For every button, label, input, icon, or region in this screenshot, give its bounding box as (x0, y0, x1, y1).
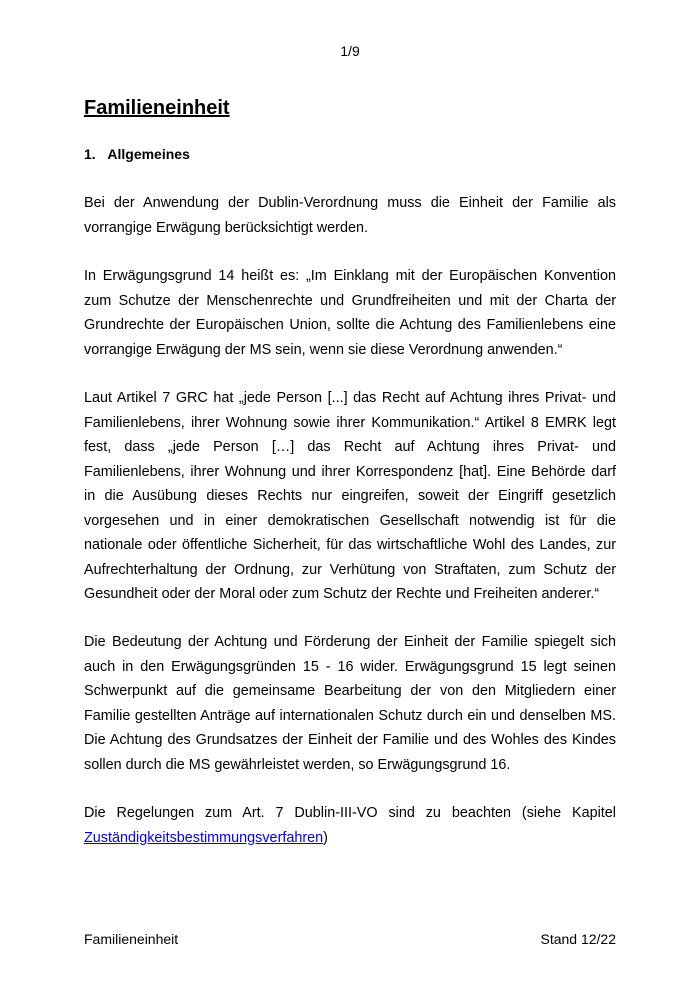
document-title: Familieneinheit (84, 97, 230, 119)
section-number: 1. (84, 146, 96, 162)
section-heading (84, 146, 190, 162)
page-number: 1/9 (340, 43, 360, 59)
paragraph-4: Die Bedeutung der Achtung und Förderung der Einheit der Familie spiegelt sich auch in den Erwägungsgründen 15 - 16 wider. Erwägungsgrund 15 legt seinen Schwerpunkt auf die gemeinsame Bearbeitung der von den Mitgliedern einer Familie gestellten Anträge auf internationalen Schutz durch ein und denselben MS. Die Achtung des Grundsatzes der Einheit der Familie und des Wohles des Kindes sollen durch die MS gewährleistet werden, so Erwägungsgrund 16. (84, 634, 616, 773)
paragraph-3: Laut Artikel 7 GRC hat „jede Person [...] das Recht auf Achtung ihres Privat- und Familienlebens, ihrer Wohnung sowie ihrer Kommunikation.“ Artikel 8 EMRK legt fest, dass „jede Person […] das Recht auf Achtung ihres Privat- und Familienlebens, ihrer Wohnung und ihrer Korrespondenz [hat]. Eine Behörde darf in die Ausübung dieses Rechts nur eingreifen, soweit der Eingriff gesetzlich vorgesehen und in einer demokratischen Gesellschaft notwendig ist für die nationale oder öffentliche Sicherheit, für das wirtschaftliche Wohl des Landes, zur Aufrechterhaltung der Ordnung, zur Verhütung von Straftaten, zum Schutz der Gesundheit oder der Moral oder zum Schutz der Rechte und Freiheiten anderer.“ (84, 390, 616, 602)
paragraph-1: Bei der Anwendung der Dublin-Verordnung muss die Einheit der Familie als vorrangige Erwägung berücksichtigt werden. (84, 195, 616, 236)
paragraph-5 (84, 801, 616, 850)
paragraph-5-suffix: ) (323, 829, 328, 846)
footer-date: Stand 12/22 (540, 931, 616, 947)
chapter-link[interactable]: Zuständigkeitsbestimmungsverfahren (84, 829, 324, 846)
footer-title: Familieneinheit (84, 931, 179, 947)
section-title: Allgemeines (107, 146, 190, 162)
paragraph-5-prefix: Die Regelungen zum Art. 7 Dublin-III-VO sind zu beachten (siehe Kapitel (84, 805, 616, 821)
paragraph-2: In Erwägungsgrund 14 heißt es: „Im Einklang mit der Europäischen Konvention zum Schutze der Menschenrechte und Grundfreiheiten und mit der Charta der Grundrechte der Europäischen Union, sollte die Achtung des Familienlebens eine vorrangige Erwägung der MS sein, wenn sie diese Verordnung anwenden.“ (84, 268, 616, 358)
